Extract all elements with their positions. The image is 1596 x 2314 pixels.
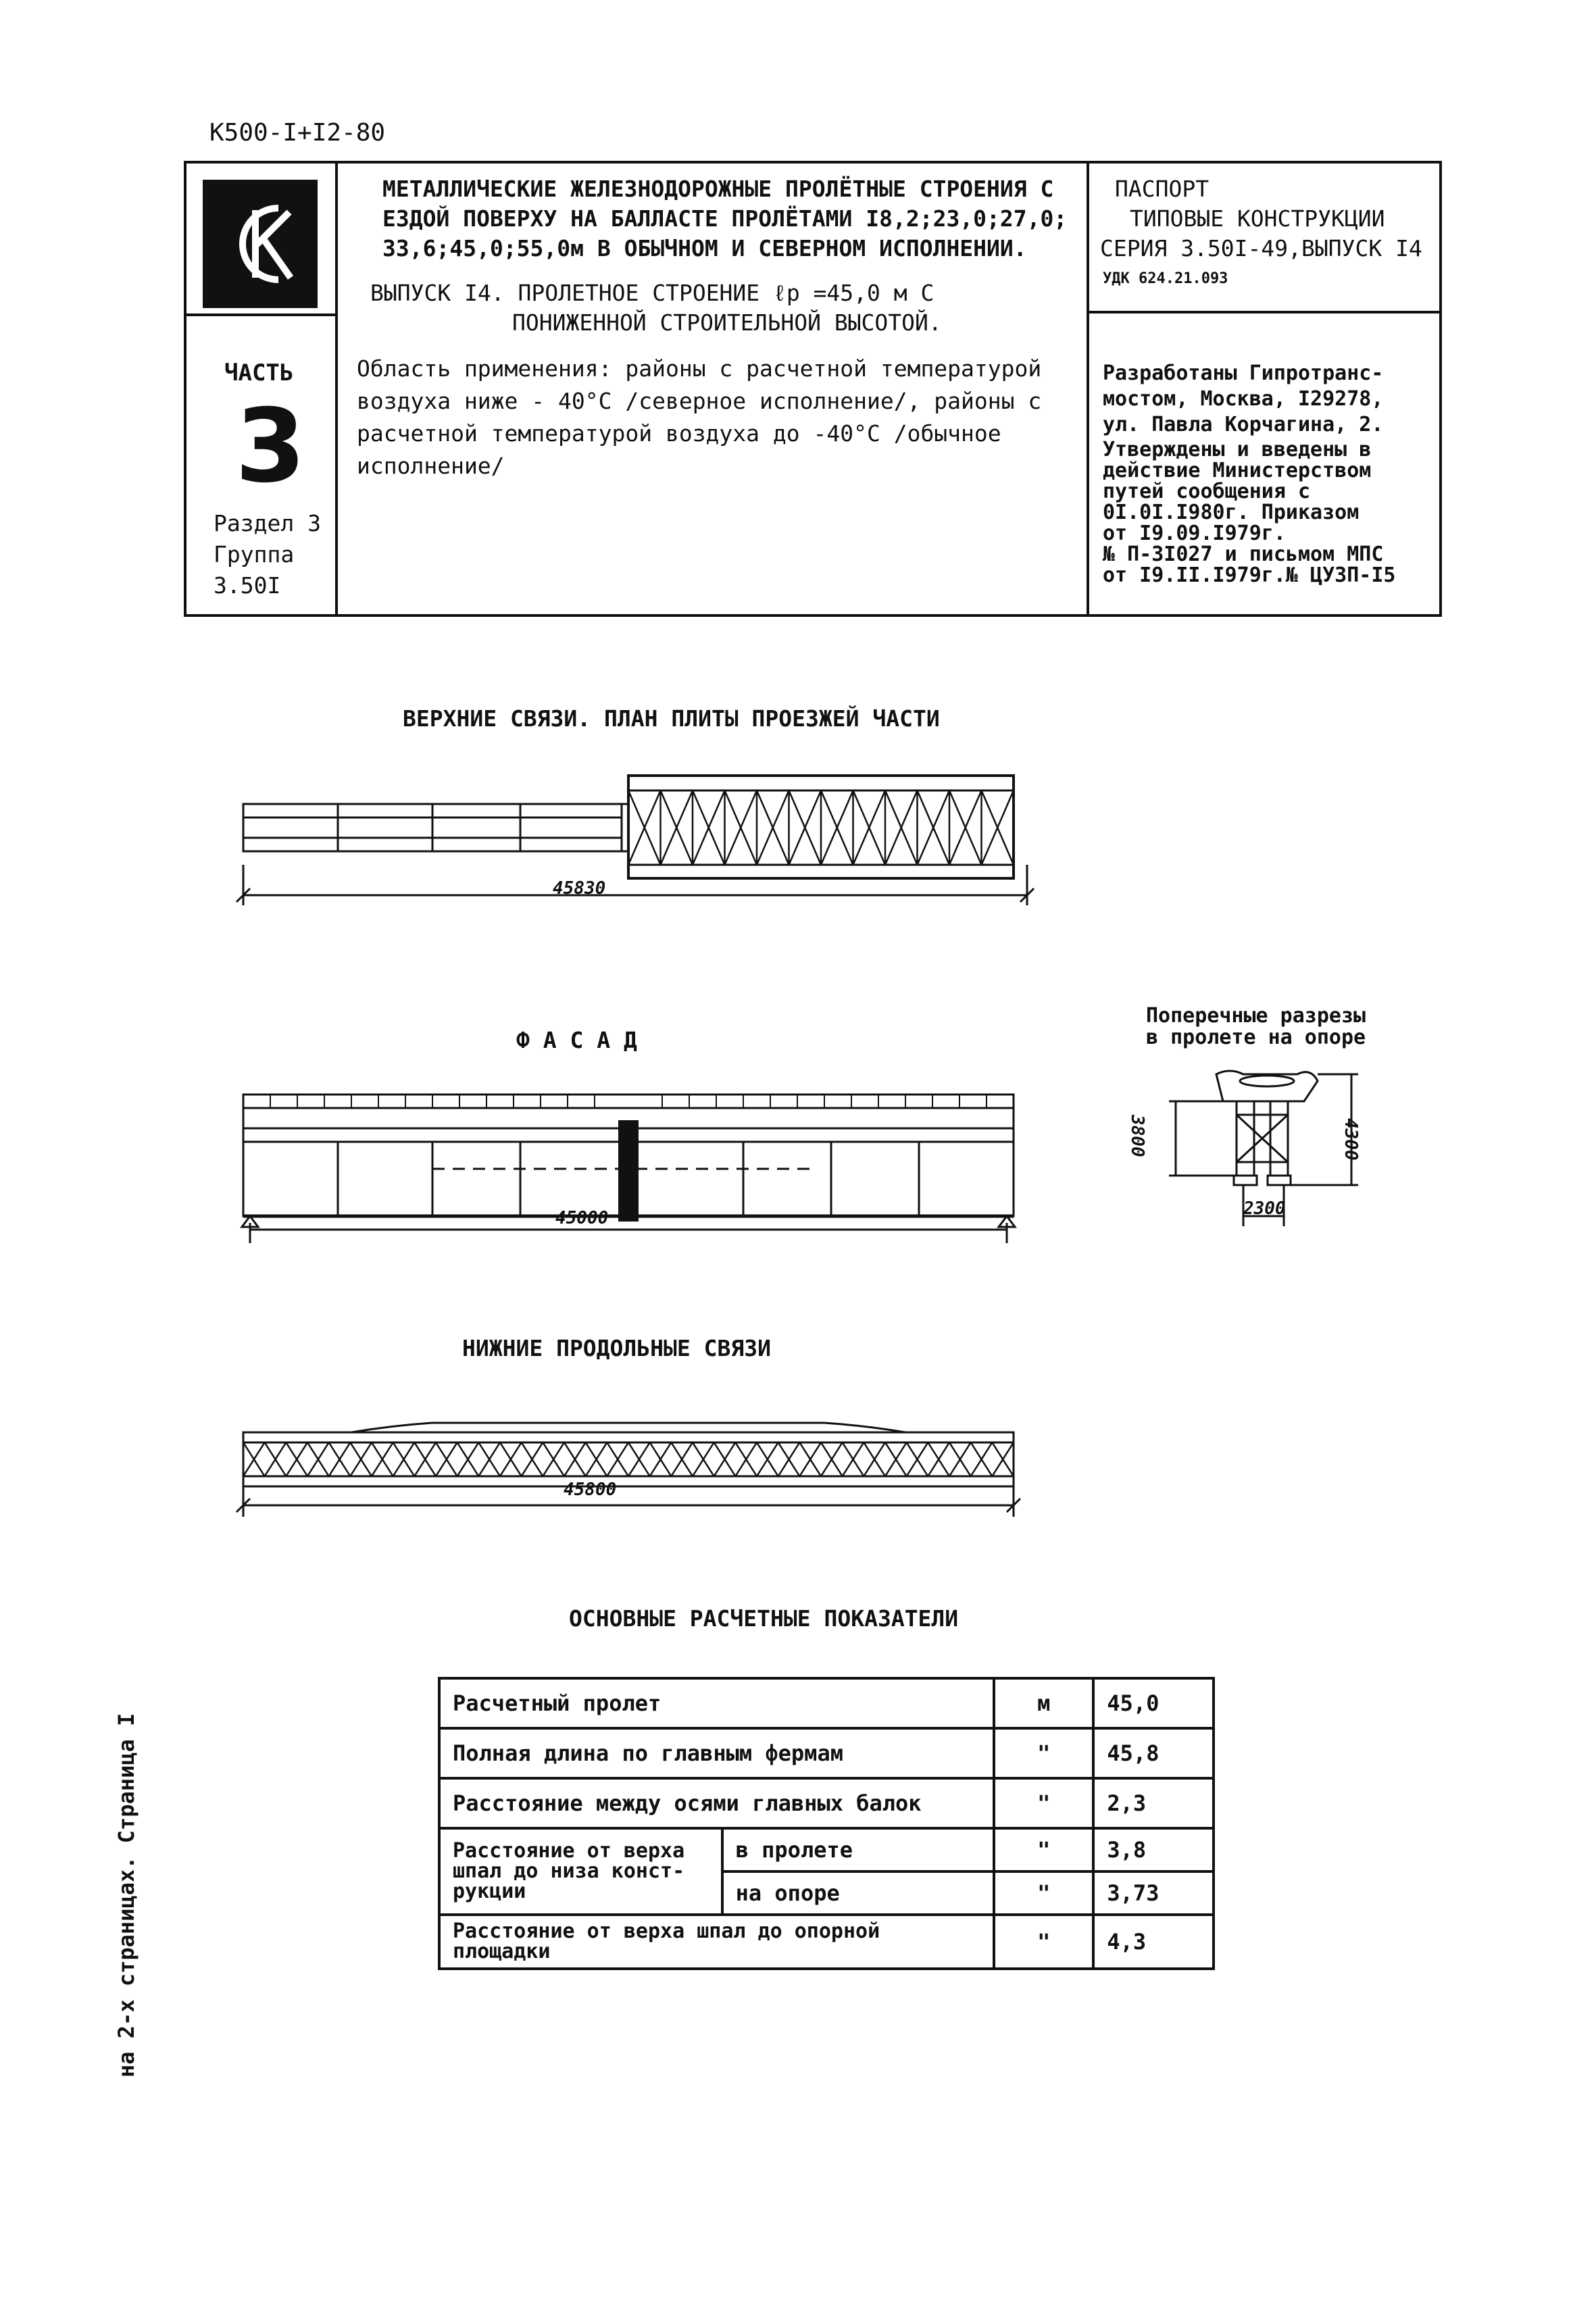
approval-line: действие Министерством — [1103, 459, 1372, 482]
row-value: 45,0 — [1093, 1678, 1214, 1728]
part-label: ЧАСТЬ — [224, 359, 294, 386]
document-code: К500-I+I2-80 — [209, 119, 386, 147]
table-title: ОСНОВНЫЕ РАСЧЕТНЫЕ ПОКАЗАТЕЛИ — [569, 1605, 959, 1632]
facade-title: Ф А С А Д — [516, 1027, 637, 1053]
table-row — [439, 1778, 1214, 1828]
table-row — [439, 1678, 1214, 1728]
passport-title: ПАСПОРТ — [1115, 176, 1210, 202]
parameters-table — [438, 1677, 1215, 1970]
row-label: Расстояние от верха шпал до опорной площадки — [439, 1915, 994, 1969]
row-unit: " — [994, 1778, 1093, 1828]
facade-drawing — [230, 1074, 1041, 1250]
row-sublabel: на опоре — [722, 1871, 994, 1915]
bottom-bracing-drawing — [230, 1405, 1041, 1540]
section-line: Раздел 3 — [214, 510, 321, 536]
approval-line: № П-3I027 и письмом МПС — [1103, 543, 1384, 566]
top-bracing-title: ВЕРХНИЕ СВЯЗИ. ПЛАН ПЛИТЫ ПРОЕЗЖЕЙ ЧАСТИ — [403, 705, 940, 732]
series-title — [382, 174, 1067, 263]
facade-dimension: 45000 — [555, 1208, 609, 1228]
issue-line: ПОНИЖЕННОЙ СТРОИТЕЛЬНОЙ ВЫСОТОЙ. — [512, 309, 942, 336]
approval-line: путей сообщения с — [1103, 480, 1311, 503]
row-label: Расстояние между осями главных балок — [439, 1778, 994, 1828]
developer-info — [1103, 361, 1383, 438]
passport-series: СЕРИЯ 3.50I-49,ВЫПУСК I4 — [1100, 235, 1422, 261]
developer-line: ул. Павла Корчагина, 2. — [1103, 413, 1384, 436]
cross-dim-bottom: 2300 — [1243, 1199, 1286, 1219]
section-info — [214, 508, 321, 601]
row-label: Расчетный пролет — [439, 1678, 994, 1728]
page-note: на 2-х страницах. Страница I — [114, 1713, 139, 2078]
row-value: 2,3 — [1093, 1778, 1214, 1828]
scope-line: расчетной температурой воздуха до -40°С /обычное — [357, 420, 1001, 447]
row-unit: " — [994, 1915, 1093, 1969]
approval-line: Утверждены и введены в — [1103, 438, 1372, 461]
cross-section-title — [1146, 1005, 1366, 1049]
approval-line: от I9.II.I979г.№ ЦУЗП-I5 — [1103, 563, 1396, 587]
row-label: Расстояние от верха шпал до низа конст-рукции — [439, 1828, 722, 1915]
row-unit: " — [994, 1871, 1093, 1915]
group-number-line: 3.50I — [214, 572, 281, 599]
developer-line: Разработаны Гипротранс- — [1103, 361, 1384, 385]
cross-title-line: в пролете на опоре — [1146, 1026, 1366, 1049]
approval-info — [1103, 439, 1395, 586]
row-value: 4,3 — [1093, 1915, 1214, 1969]
row-unit: м — [994, 1678, 1093, 1728]
scope-line: исполнение/ — [357, 453, 505, 479]
cross-dim-right: 4300 — [1341, 1118, 1361, 1161]
approval-line: от I9.09.I979г. — [1103, 522, 1286, 545]
bottom-bracing-title: НИЖНИЕ ПРОДОЛЬНЫЕ СВЯЗИ — [462, 1335, 771, 1361]
row-value: 45,8 — [1093, 1728, 1214, 1778]
scope-text — [357, 353, 1041, 482]
row-value: 3,8 — [1093, 1828, 1214, 1871]
developer-line: мостом, Москва, I29278, — [1103, 387, 1384, 411]
title-line: МЕТАЛЛИЧЕСКИЕ ЖЕЛЕЗНОДОРОЖНЫЕ ПРОЛЁТНЫЕ СТРОЕНИЯ С — [382, 176, 1054, 202]
scope-line: воздуха ниже - 40°С /северное исполнение/, районы с — [357, 388, 1042, 414]
bottom-bracing-dimension: 45800 — [564, 1480, 617, 1500]
udk-code: УДК 624.21.093 — [1103, 270, 1228, 287]
scope-line: Область применения: районы с расчетной температурой — [357, 355, 1042, 382]
issue-title — [370, 278, 942, 338]
approval-line: 0I.0I.I980г. Приказом — [1103, 501, 1360, 524]
row-unit: " — [994, 1728, 1093, 1778]
top-bracing-drawing — [230, 763, 1054, 932]
table-row — [439, 1828, 1214, 1871]
row-value: 3,73 — [1093, 1871, 1214, 1915]
cross-dim-left: 3800 — [1127, 1115, 1147, 1157]
group-line: Группа — [214, 541, 295, 568]
top-bracing-dimension: 45830 — [553, 878, 606, 899]
title-line: ЕЗДОЙ ПОВЕРХУ НА БАЛЛАСТЕ ПРОЛЁТАМИ I8,2;23,0;27,0; — [382, 205, 1068, 232]
part-number: 3 — [235, 388, 306, 505]
logo-sk-icon — [203, 180, 318, 308]
table-row — [439, 1915, 1214, 1969]
row-unit: " — [994, 1828, 1093, 1871]
row-label: Полная длина по главным фермам — [439, 1728, 994, 1778]
passport-subtitle: ТИПОВЫЕ КОНСТРУКЦИИ — [1130, 205, 1385, 232]
row-sublabel: в пролете — [722, 1828, 994, 1871]
table-row — [439, 1728, 1214, 1778]
title-line: 33,6;45,0;55,0м В ОБЫЧНОМ И СЕВЕРНОМ ИСПОЛНЕНИИ. — [382, 235, 1027, 261]
issue-line: ВЫПУСК I4. ПРОЛЕТНОЕ СТРОЕНИЕ ℓр =45,0 м С — [370, 280, 934, 306]
cross-title-line: Поперечные разрезы — [1146, 1004, 1366, 1028]
